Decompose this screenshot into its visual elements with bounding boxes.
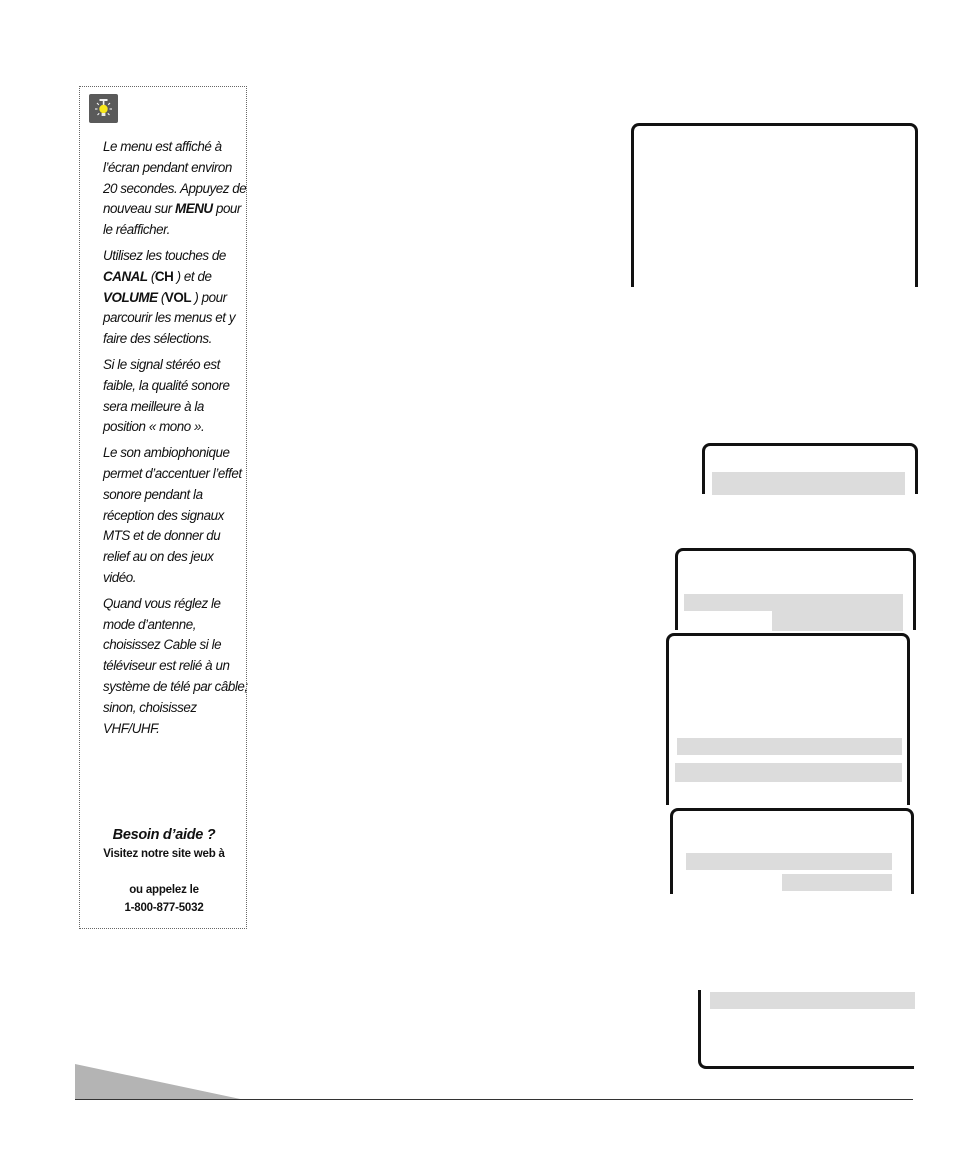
- menu-screen-main: [631, 123, 918, 287]
- menu-highlight-bar: [677, 738, 902, 755]
- tip-keyword: VOLUME: [103, 289, 158, 305]
- help-call-line: ou appelez le: [129, 884, 199, 896]
- help-phone: 1-800-877-5032: [124, 902, 204, 914]
- tip-text: Le menu est affiché à l’écran pendant environ 20 secondes. Appuyez de nouveau sur: [103, 139, 247, 217]
- menu-screen-stereo: [675, 548, 916, 630]
- tip-text: (: [157, 289, 165, 305]
- tip-paragraph: [103, 594, 248, 740]
- tip-text: et de: [180, 268, 212, 284]
- menu-highlight-bar: [675, 763, 902, 782]
- help-box: [80, 825, 248, 917]
- menu-screen-antenna: [670, 808, 914, 894]
- tip-text: Quand vous réglez le mode d’antenne, choisissez Cable si le téléviseur est relié à un système de télé par câble; sinon, choisissez VHF/UHF.: [103, 595, 248, 736]
- menu-screen-audio: [702, 443, 918, 494]
- help-website-line: Visitez notre site web à: [103, 848, 225, 860]
- tip-keyword: MENU: [175, 201, 213, 217]
- tip-keyword: CH: [154, 268, 174, 284]
- menu-highlight-bar: [712, 472, 905, 495]
- tip-text: (: [147, 268, 155, 284]
- tip-keyword: VOL: [164, 289, 192, 305]
- tips-list: [103, 137, 248, 744]
- tip-text: pour le réafficher.: [103, 201, 241, 238]
- tip-paragraph: [103, 137, 248, 241]
- footer-rule: [75, 1099, 913, 1100]
- tip-text: ) pour parcourir les menus et y faire des sélections.: [103, 289, 236, 347]
- lightbulb-icon: [89, 94, 118, 123]
- menu-highlight-bar: [710, 992, 915, 1009]
- tip-keyword: CANAL: [103, 268, 148, 284]
- page-corner-tab: [75, 1064, 245, 1100]
- menu-highlight-bar: [686, 853, 892, 870]
- help-title: Besoin d’aide ?: [112, 827, 216, 843]
- tip-text: Utilisez les touches de: [103, 247, 226, 263]
- tip-text: Si le signal stéréo est faible, la qualité sonore sera meilleure à la position « mono ».: [103, 356, 230, 435]
- tip-paragraph: [103, 355, 248, 438]
- tip-text: ): [173, 268, 181, 284]
- tip-paragraph: [103, 443, 248, 589]
- tip-text: Le son ambiophonique permet d’accentuer l’effet sonore pendant la réception des signaux MTS et de donner du relief au on des jeux vidéo.: [103, 445, 242, 585]
- tip-paragraph: [103, 246, 248, 350]
- tips-sidebar: [79, 86, 247, 929]
- menu-screen-surround: [666, 633, 910, 805]
- menu-highlight-bar: [772, 611, 903, 631]
- menu-screen-bottom: [698, 990, 914, 1069]
- menu-highlight-bar: [782, 874, 892, 891]
- menu-highlight-bar: [684, 594, 903, 611]
